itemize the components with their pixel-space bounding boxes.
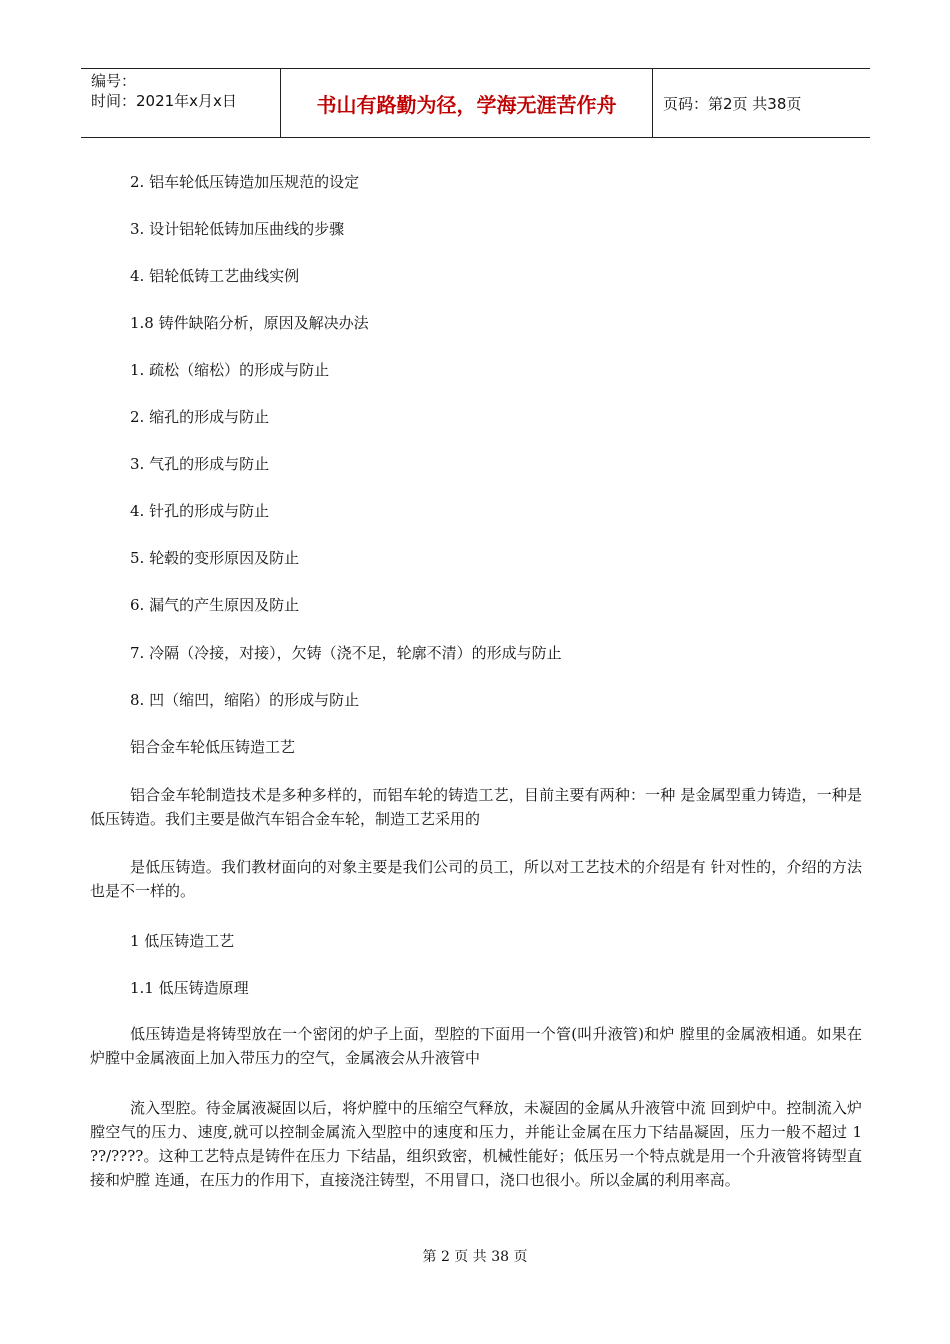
toc-item: 8. 凹（缩凹，缩陷）的形成与防止 xyxy=(130,691,360,709)
toc-item: 5. 轮毂的变形原因及防止 xyxy=(130,549,300,567)
subsection-heading: 1.1 低压铸造原理 xyxy=(130,979,249,997)
toc-item: 4. 针孔的形成与防止 xyxy=(130,502,270,520)
toc-item: 2. 铝车轮低压铸造加压规范的设定 xyxy=(130,173,360,191)
paragraph: 流入型腔。待金属液凝固以后，将炉膛中的压缩空气释放，未凝固的金属从升液管中流 回到炉中。控制流入炉膛空气的压力、速度,就可以控制金属流入型腔中的速度和压力，并能让金属在压力下结晶凝固，压力一般不超过 1 ??/????。这种工艺特点是铸件在压力 下结晶，组织致密，机械性能好；低压另一个特点就是用一个升液管将铸型直接和炉膛 连通，在压力的作用下，直接浇注铸型，不用冒口，浇口也很小。所以金属的利用率高。 xyxy=(90,1099,862,1189)
header-motto: 书山有路勤为径，学海无涯苦作舟 xyxy=(281,69,653,137)
toc-item: 4. 铝轮低铸工艺曲线实例 xyxy=(130,267,300,285)
paragraph: 是低压铸造。我们教材面向的对象主要是我们公司的员工，所以对工艺技术的介绍是有 针对性的，介绍的方法也是不一样的。 xyxy=(90,858,862,900)
section-heading: 1 低压铸造工艺 xyxy=(130,932,235,950)
toc-item: 6. 漏气的产生原因及防止 xyxy=(130,596,300,614)
paragraph: 铝合金车轮制造技术是多种多样的，而铝车轮的铸造工艺，目前主要有两种：一种 是金属型重力铸造，一种是低压铸造。我们主要是做汽车铝合金车轮，制造工艺采用的 xyxy=(90,786,862,828)
document-number-label: 编号： xyxy=(91,72,137,90)
page-header xyxy=(81,68,870,138)
toc-item: 1. 疏松（缩松）的形成与防止 xyxy=(130,361,330,379)
toc-item: 1.8 铸件缺陷分析，原因及解决办法 xyxy=(130,314,369,332)
header-meta-cell xyxy=(81,69,281,137)
header-page-info: 页码：第2页 共38页 xyxy=(663,94,802,113)
toc-item: 7. 冷隔（冷接，对接），欠铸（浇不足，轮廓不清）的形成与防止 xyxy=(130,644,562,662)
document-time-label: 时间：2021年x月x日 xyxy=(91,92,237,110)
paragraph: 低压铸造是将铸型放在一个密闭的炉子上面，型腔的下面用一个管(叫升液管)和炉 膛里的金属液相通。如果在炉膛中金属液面上加入带压力的空气，金属液会从升液管中 xyxy=(90,1025,862,1067)
section-title: 铝合金车轮低压铸造工艺 xyxy=(130,738,296,756)
toc-item: 3. 设计铝轮低铸加压曲线的步骤 xyxy=(130,220,345,238)
toc-item: 2. 缩孔的形成与防止 xyxy=(130,408,270,426)
page-footer: 第 2 页 共 38 页 xyxy=(422,1249,528,1265)
toc-item: 3. 气孔的形成与防止 xyxy=(130,455,270,473)
